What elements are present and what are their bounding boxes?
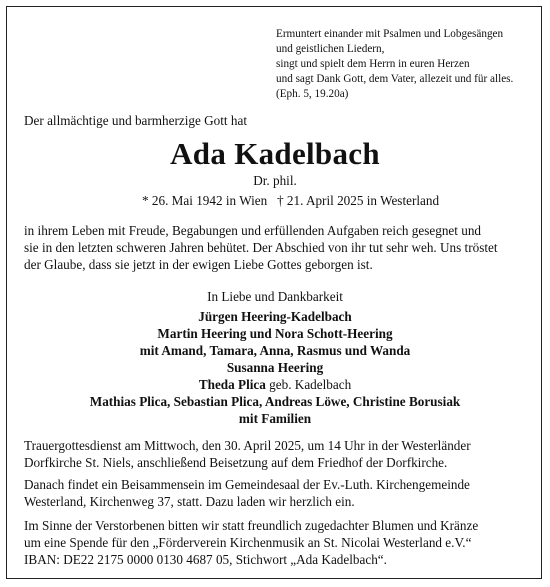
mourner-line: Susanna Heering <box>226 360 324 375</box>
verse-line: singt und spielt dem Herrn in euren Herzen <box>276 58 470 70</box>
deceased-title: Dr. phil. <box>253 173 297 188</box>
mourner-line: Mathias Plica, Sebastian Plica, Andreas Löwe, Christine Borusiak <box>89 394 461 409</box>
gathering-line: Danach findet ein Beisammensein im Gemeindesaal der Ev.-Luth. Kirchengemeinde <box>24 477 470 492</box>
donation-line: um eine Spende für den „Förderverein Kirchenmusik an St. Nicolai Westerland e.V.“ <box>24 535 472 550</box>
verse-reference: (Eph. 5, 19.20a) <box>276 88 349 100</box>
tribute-line: der Glaube, dass sie jetzt in der ewigen Liebe Gottes geborgen ist. <box>24 257 373 272</box>
birth-date: * 26. Mai 1942 in Wien <box>142 193 268 208</box>
deceased-name: Ada Kadelbach <box>170 136 380 171</box>
mourner-line-theda <box>0 376 550 394</box>
verse-line: und geistlichen Liedern, <box>276 43 385 55</box>
mourner-line: Jürgen Heering-Kadelbach <box>198 309 352 324</box>
donation-line: IBAN: DE22 2175 0000 0130 4687 05, Stichwort „Ada Kadelbach“. <box>24 552 387 567</box>
service-line: Trauergottesdienst am Mittwoch, den 30. April 2025, um 14 Uhr in der Westerländer <box>24 438 471 453</box>
mourner-line: Martin Heering und Nora Schott-Heering <box>157 326 393 341</box>
verse-line: und sagt Dank Gott, dem Vater, allezeit und für alles. <box>276 73 514 85</box>
mourner-line: mit Amand, Tamara, Anna, Rasmus und Wanda <box>139 343 411 358</box>
intro-text: Der allmächtige und barmherzige Gott hat <box>24 113 248 128</box>
service-line: Dorfkirche St. Niels, anschließend Beisetzung auf dem Friedhof der Dorfkirche. <box>24 455 448 470</box>
donation-line: Im Sinne der Verstorbenen bitten wir statt freundlich zugedachter Blumen und Kränze <box>24 518 479 533</box>
maiden-name: geb. Kadelbach <box>269 377 352 392</box>
tribute-line: in ihrem Leben mit Freude, Begabungen und erfüllenden Aufgaben reich gesegnet und <box>24 223 482 238</box>
mourner-name: Theda Plica <box>198 377 266 392</box>
gathering-line: Westerland, Kirchenweg 37, statt. Dazu laden wir herzlich ein. <box>24 494 355 509</box>
tribute-line: sie in den letzten schweren Jahren behütet. Der Abschied von ihr tut sehr weh. Uns tröstet <box>24 240 498 255</box>
mourner-line: mit Familien <box>238 411 312 426</box>
verse-line: Ermuntert einander mit Psalmen und Lobgesängen <box>276 28 504 40</box>
mourners-heading: In Liebe und Dankbarkeit <box>207 289 343 304</box>
death-date: † 21. April 2025 in Westerland <box>277 193 440 208</box>
